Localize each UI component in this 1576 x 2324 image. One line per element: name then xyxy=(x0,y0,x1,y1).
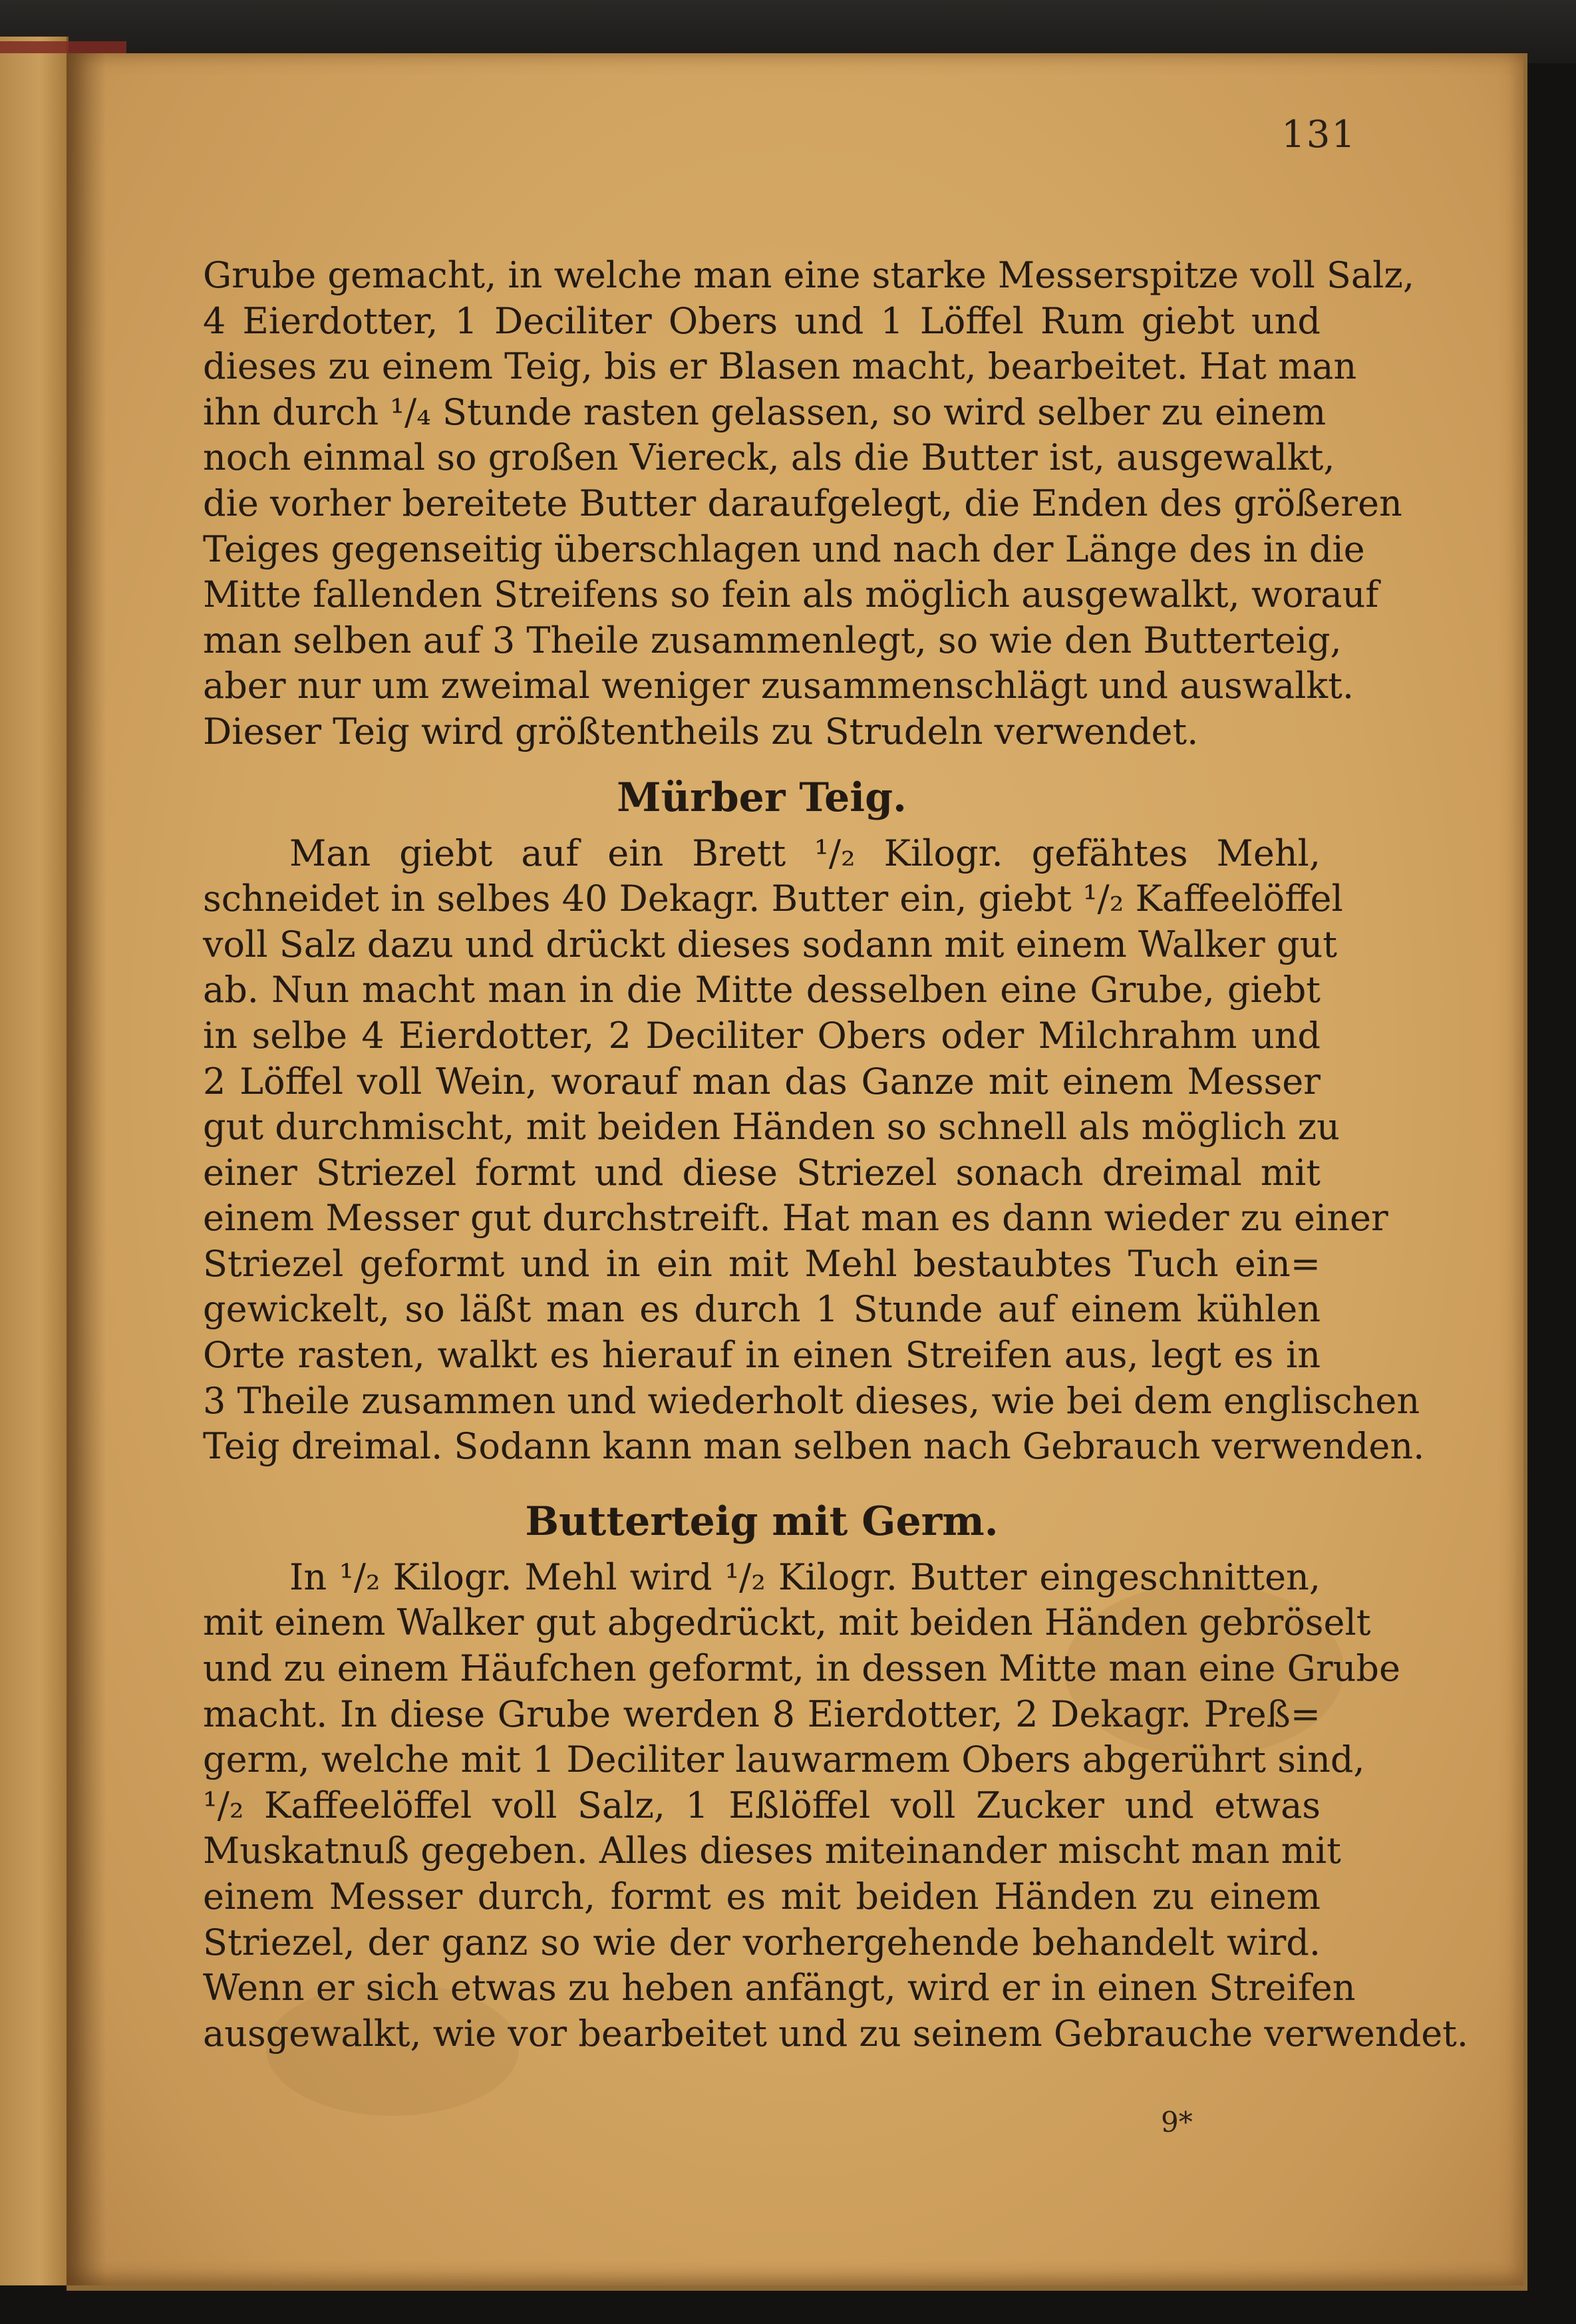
text-line: aber nur um zweimal weniger zusammenschlägt und auswalkt. xyxy=(203,665,1354,707)
section-continued-recipe xyxy=(203,253,1414,755)
text-line: Orte rasten, walkt es hierauf in einen Streifen aus, legt es in xyxy=(203,1334,1321,1377)
printer-signature-mark: 9* xyxy=(1161,2106,1193,2138)
text-line: Wenn er sich etwas zu heben anfängt, wird er in einen Streifen xyxy=(203,1967,1356,2009)
text-line: Grube gemacht, in welche man eine starke Messerspitze voll Salz, xyxy=(203,254,1414,296)
text-line: die vorher bereitete Butter daraufgelegt, die Enden des größeren xyxy=(203,482,1402,524)
section-muerber-teig xyxy=(203,764,1425,1470)
text-line: man selben auf 3 Theile zusammenlegt, so wie den Butterteig, xyxy=(203,619,1342,661)
text-line: mit einem Walker gut abgedrückt, mit beiden Händen gebröselt xyxy=(203,1601,1371,1644)
book-spine-edge xyxy=(0,37,69,2285)
text-line: Muskatnuß gegeben. Alles dieses miteinander mischt man mit xyxy=(203,1830,1341,1872)
text-line: Striezel geformt und in ein mit Mehl bestaubtes Tuch ein= xyxy=(203,1242,1321,1285)
text-line: ihn durch ¹/₄ Stunde rasten gelassen, so wird selber zu einem xyxy=(203,391,1327,433)
recipe-heading: Butterteig mit Germ. xyxy=(525,1498,999,1545)
text-line: 4 Eierdotter, 1 Deciliter Obers und 1 Löffel Rum giebt und xyxy=(203,299,1321,342)
text-line: Teiges gegenseitig überschlagen und nach der Länge des in die xyxy=(203,528,1365,570)
text-line: germ, welche mit 1 Deciliter lauwarmem Obers abgerührt sind, xyxy=(203,1739,1365,1781)
text-line: gewickelt, so läßt man es durch 1 Stunde auf einem kühlen xyxy=(203,1288,1321,1331)
text-line: In ¹/₂ Kilogr. Mehl wird ¹/₂ Kilogr. Butter eingeschnitten, xyxy=(289,1556,1321,1598)
gutter-shadow xyxy=(67,53,106,2285)
text-line: gut durchmischt, mit beiden Händen so schnell als möglich zu xyxy=(203,1106,1340,1148)
recipe-heading: Mürber Teig. xyxy=(617,774,907,821)
text-line: dieses zu einem Teig, bis er Blasen macht, bearbeitet. Hat man xyxy=(203,345,1357,388)
text-line: Man giebt auf ein Brett ¹/₂ Kilogr. gefähtes Mehl, xyxy=(289,832,1321,874)
text-line: einer Striezel formt und diese Striezel sonach dreimal mit xyxy=(203,1151,1321,1194)
text-line: einem Messer durch, formt es mit beiden Händen zu einem xyxy=(203,1876,1321,1917)
text-line: ausgewalkt, wie vor bearbeitet und zu seinem Gebrauche verwendet. xyxy=(203,2012,1469,2055)
text-line: macht. In diese Grube werden 8 Eierdotter, 2 Dekagr. Preß= xyxy=(203,1693,1321,1735)
text-line: Striezel, der ganz so wie der vorhergehende behandelt wird. xyxy=(203,1921,1321,1963)
text-line: Teig dreimal. Sodann kann man selben nach Gebrauch verwenden. xyxy=(203,1425,1425,1468)
text-line: voll Salz dazu und drückt dieses sodann mit einem Walker gut xyxy=(203,923,1337,965)
text-line: Dieser Teig wird größtentheils zu Strudeln verwendet. xyxy=(203,710,1199,752)
text-line: ab. Nun macht man in die Mitte desselben eine Grube, giebt xyxy=(203,969,1321,1011)
text-line: 3 Theile zusammen und wiederholt dieses, wie bei dem englischen xyxy=(203,1379,1420,1422)
section-butterteig-mit-germ xyxy=(203,1488,1469,2057)
page-text xyxy=(203,253,1469,2057)
text-line: 2 Löffel voll Wein, worauf man das Ganze mit einem Messer xyxy=(203,1060,1321,1102)
spine-red-band xyxy=(0,41,126,53)
text-line: in selbe 4 Eierdotter, 2 Deciliter Obers oder Milchrahm und xyxy=(203,1014,1321,1057)
text-line: Mitte fallenden Streifens so fein als möglich ausgewalkt, worauf xyxy=(203,574,1379,616)
text-line: schneidet in selbes 40 Dekagr. Butter ein, giebt ¹/₂ Kaffeelöffel xyxy=(203,878,1343,920)
page-number: 131 xyxy=(1281,113,1356,156)
text-line: und zu einem Häufchen geformt, in dessen Mitte man eine Grube xyxy=(203,1647,1400,1690)
text-line: ¹/₂ Kaffeelöffel voll Salz, 1 Eßlöffel voll Zucker und etwas xyxy=(203,1784,1321,1826)
text-line: einem Messer gut durchstreift. Hat man es dann wieder zu einer xyxy=(203,1197,1388,1240)
text-line: noch einmal so großen Viereck, als die Butter ist, ausgewalkt, xyxy=(203,436,1335,479)
